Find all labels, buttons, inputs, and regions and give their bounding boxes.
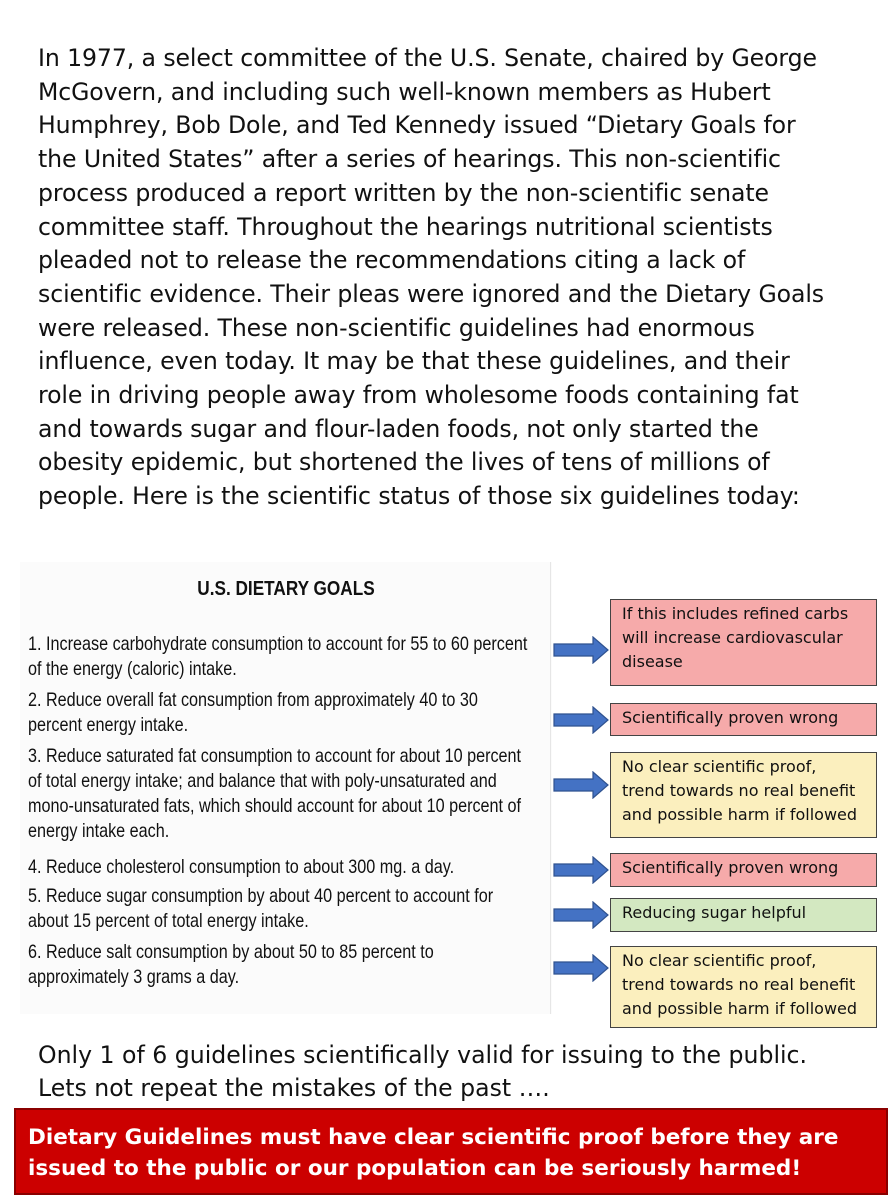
assessment-box-6: No clear scientific proof, trend towards no real benefit and possible harm if followed bbox=[610, 946, 877, 1028]
intro-paragraph: In 1977, a select committee of the U.S. Senate, chaired by George McGovern, and including such well-known members as Hubert Humphrey, Bob Dole, and Ted Kennedy issued “Dietary Goals for the United States” after a series of hearings. This non-scientific process produced a report written by the non-scientific senate committee staff. Throughout the hearings nutritional scientists pleaded not to release the recommendations citing a lack of scientific evidence. Their pleas were ignored and the Dietary Goals were released. These non-scientific guidelines had enormous influence, even today. It may be that these guidelines, and their role in driving people away from wholesome foods containing fat and towards sugar and flour-laden foods, not only started the obesity epidemic, but shortened the lives of tens of millions of people. Here is the scientific status of those six guidelines today: bbox=[38, 44, 824, 511]
dietary-goals-excerpt bbox=[20, 562, 552, 1014]
assessment-box-4: Scientifically proven wrong bbox=[610, 853, 877, 887]
excerpt-divider bbox=[550, 562, 551, 1014]
arrow-right-icon bbox=[553, 901, 609, 929]
arrow-right-icon bbox=[553, 954, 609, 982]
arrow-right-icon bbox=[553, 636, 609, 664]
assessment-box-2: Scientifically proven wrong bbox=[610, 703, 877, 736]
goal-item-5: 5. Reduce sugar consumption by about 40 percent to account for about 15 percent of total energy intake. bbox=[28, 885, 494, 932]
arrow-right-icon bbox=[553, 706, 609, 734]
assessment-box-3: No clear scientific proof, trend towards no real benefit and possible harm if followed bbox=[610, 752, 877, 838]
goal-item-4: 4. Reduce cholesterol consumption to about 300 mg. a day. bbox=[28, 856, 455, 878]
assessment-box-1: If this includes refined carbs will increase cardiovascular disease bbox=[610, 599, 877, 686]
goals-title: U.S. DIETARY GOALS bbox=[197, 578, 375, 600]
assessment-box-5: Reducing sugar helpful bbox=[610, 898, 877, 932]
goal-item-6: 6. Reduce salt consumption by about 50 to 85 percent to approximately 3 grams a day. bbox=[28, 941, 434, 988]
goal-item-2: 2. Reduce overall fat consumption from approximately 40 to 30 percent energy intake. bbox=[28, 689, 478, 736]
warning-banner: Dietary Guidelines must have clear scientific proof before they are issued to the public or our population can be seriously harmed! bbox=[14, 1108, 888, 1195]
arrow-right-icon bbox=[553, 856, 609, 884]
goal-item-3: 3. Reduce saturated fat consumption to account for about 10 percent of total energy intake; and balance that with poly-unsaturated and mono-unsaturated fats, which should account for about 10 percent of energy intake each. bbox=[28, 745, 522, 842]
summary-text: Only 1 of 6 guidelines scientifically valid for issuing to the public. Lets not repeat the mistakes of the past …. bbox=[38, 1041, 808, 1102]
goal-item-1: 1. Increase carbohydrate consumption to account for 55 to 60 percent of the energy (caloric) intake. bbox=[28, 633, 528, 680]
arrow-right-icon bbox=[553, 771, 609, 799]
